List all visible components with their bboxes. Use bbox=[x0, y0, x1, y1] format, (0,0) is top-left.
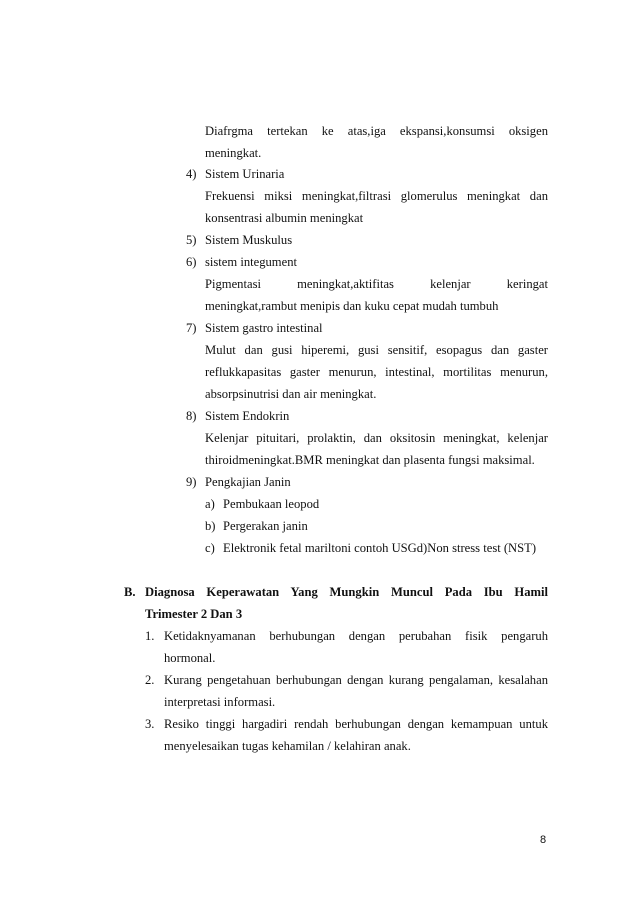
list-number: 7) bbox=[186, 321, 197, 335]
paragraph-line: Mulut dan gusi hiperemi, gusi sensitif, esopagus dan gaster bbox=[205, 343, 548, 357]
paragraph-line: thiroidmeningkat.BMR meningkat dan plasenta fungsi maksimal. bbox=[205, 453, 535, 467]
page-number: 8 bbox=[540, 834, 547, 846]
paragraph-line: Pigmentasi meningkat,aktifitas kelenjar keringat bbox=[205, 277, 548, 291]
list-number: 2. bbox=[145, 673, 155, 687]
paragraph-line: Resiko tinggi hargadiri rendah berhubungan dengan kemampuan untuk bbox=[164, 717, 548, 731]
sublist-letter: b) bbox=[205, 519, 216, 533]
paragraph-line: meningkat,rambut menipis dan kuku cepat mudah tumbuh bbox=[205, 299, 499, 313]
paragraph-line: meningkat. bbox=[205, 146, 262, 160]
paragraph-line: Diafrgma tertekan ke atas,iga ekspansi,konsumsi oksigen bbox=[205, 124, 548, 138]
paragraph-line: hormonal. bbox=[164, 651, 216, 665]
sublist-item: Pergerakan janin bbox=[223, 519, 308, 533]
paragraph-line: Frekuensi miksi meningkat,filtrasi glomerulus meningkat dan bbox=[205, 189, 548, 203]
paragraph-line: Ketidaknyamanan berhubungan dengan perubahan fisik pengaruh bbox=[164, 629, 548, 643]
list-number: 4) bbox=[186, 167, 197, 181]
paragraph-line: Kelenjar pituitari, prolaktin, dan oksitosin meningkat, kelenjar bbox=[205, 431, 548, 445]
sublist-item: Pembukaan leopod bbox=[223, 497, 320, 511]
list-item-title: Sistem Endokrin bbox=[205, 409, 290, 423]
list-item-title: Pengkajian Janin bbox=[205, 475, 291, 489]
list-number: 5) bbox=[186, 233, 197, 247]
list-item-title: Sistem gastro intestinal bbox=[205, 321, 323, 335]
sublist-letter: a) bbox=[205, 497, 215, 511]
list-number: 6) bbox=[186, 255, 197, 269]
section-heading: Diagnosa Keperawatan Yang Mungkin Muncul Pada Ibu Hamil bbox=[145, 585, 548, 599]
section-heading: Trimester 2 Dan 3 bbox=[145, 607, 243, 621]
paragraph-line: reflukkapasitas gaster menurun, intestinal, mortilitas menurun, bbox=[205, 365, 548, 379]
paragraph-line: absorpsinutrisi dan air meningkat. bbox=[205, 387, 377, 401]
paragraph-line: menyelesaikan tugas kehamilan / kelahiran anak. bbox=[164, 739, 411, 753]
sublist-item: Elektronik fetal mariltoni contoh USGd)Non stress test (NST) bbox=[223, 541, 537, 555]
list-number: 8) bbox=[186, 409, 197, 423]
list-number: 3. bbox=[145, 717, 155, 731]
list-number: 1. bbox=[145, 629, 155, 643]
paragraph-line: Kurang pengetahuan berhubungan dengan kurang pengalaman, kesalahan bbox=[164, 673, 548, 687]
section-letter: B. bbox=[124, 585, 136, 599]
list-item-title: Sistem Urinaria bbox=[205, 167, 285, 181]
sublist-letter: c) bbox=[205, 541, 215, 555]
list-item-title: Sistem Muskulus bbox=[205, 233, 293, 247]
paragraph-line: konsentrasi albumin meningkat bbox=[205, 211, 364, 225]
paragraph-line: interpretasi informasi. bbox=[164, 695, 276, 709]
list-item-title: sistem integument bbox=[205, 255, 297, 269]
list-number: 9) bbox=[186, 475, 197, 489]
